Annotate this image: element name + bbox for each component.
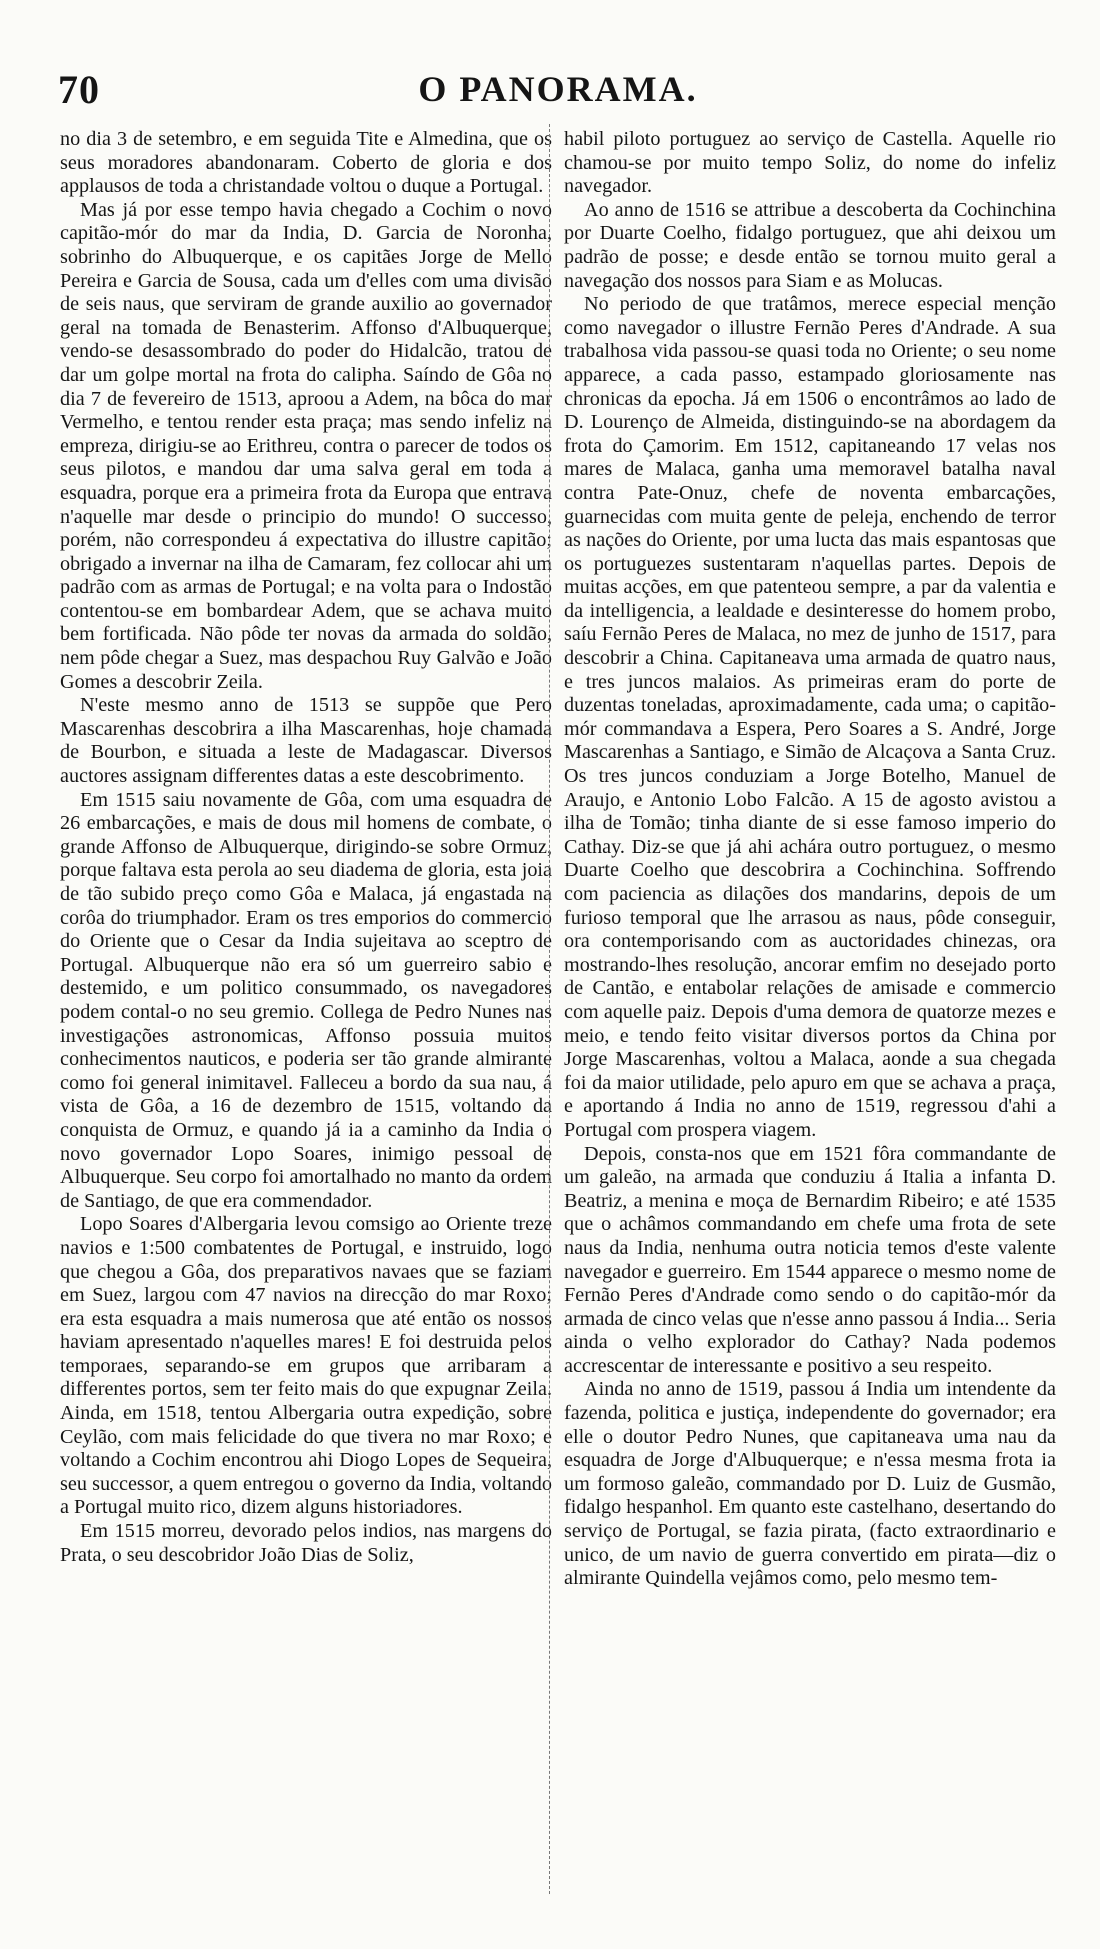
paragraph: Em 1515 morreu, devorado pelos indios, nas margens do Prata, o seu descobridor João Dias de Soliz, — [60, 1520, 552, 1566]
left-column — [60, 128, 552, 1567]
paragraph: No periodo de que tratâmos, merece especial menção como navegador o illustre Fernão Peres d'Andrade. A sua trabalhosa vida passou-se quasi toda no Oriente; o seu nome apparece, a cada passo, estampado gloriosamente nas chronicas da epocha. Já em 1506 o encontrâmos ao lado de D. Lourenço de Almeida, distinguindo-se na abordagem da frota do Çamorim. Em 1512, capitaneando 17 velas nos mares de Malaca, ganha uma memoravel batalha naval contra Pate-Onuz, chefe de noventa embarcações, guarnecidas com muita gente de peleja, enchendo de terror as nações do Oriente, por uma lucta das mais espantosas que os portuguezes sustentaram n'aquellas partes. Depois de muitas acções, em que patenteou sempre, a par da valentia e da intelligencia, a lealdade e desinteresse do homem probo, saíu Fernão Peres de Malaca, no mez de junho de 1517, para descobrir a China. Capitaneava uma armada de quatro naus, e tres juncos malaios. As primeiras eram do porte de duzentas toneladas, aproximadamente, cada uma; o capitão-mór commandava a Espera, Pero Soares a S. André, Jorge Mascarenhas a Santiago, e Simão de Alcaçova a Santa Cruz. Os tres juncos conduziam a Jorge Botelho, Manuel de Araujo, e Antonio Lobo Falcão. A 15 de agosto avistou a ilha de Tomão; tinha diante de si esse famoso imperio do Cathay. Diz-se que já ahi achára outro portuguez, o mesmo Duarte Coelho que descobrira a Cochinchina. Soffrendo com paciencia as dilações dos mandarins, depois de um furioso temporal que lhe arrasou as naus, pôde conseguir, ora contemporisando com as auctoridades chinezas, ora mostrando-lhes resolução, ancorar emfim no desejado porto de Cantão, e entabolar relações de amisade e commercio com aquelle paiz. Depois d'uma demora de quatorze mezes e meio, e tendo feito visitar diversos portos da China por Jorge Mascarenhas, voltou a Malaca, aonde a sua chegada foi da maior utilidade, pelo apuro em que se achava a praça, e aportando á India no anno de 1519, regressou d'ahi a Portugal com prospera viagem. — [564, 293, 1056, 1141]
right-column — [564, 128, 1056, 1591]
paragraph: habil piloto portuguez ao serviço de Castella. Aquelle rio chamou-se por muito tempo Soliz, do nome do infeliz navegador. — [564, 128, 1056, 198]
column-divider — [549, 124, 550, 1894]
page-header — [58, 64, 1058, 110]
paragraph: Ao anno de 1516 se attribue a descoberta da Cochinchina por Duarte Coelho, fidalgo portuguez, que ahi deixou um padrão de posse; e desde então se tornou muito geral a navegação dos nossos para Siam e as Molucas. — [564, 198, 1056, 292]
journal-title: O PANORAMA. — [418, 69, 698, 109]
paragraph: Mas já por esse tempo havia chegado a Cochim o novo capitão-mór do mar da India, D. Garcia de Noronha, sobrinho do Albuquerque, e os capitães Jorge de Mello Pereira e Garcia de Sousa, cada um d'elles com uma divisão de seis naus, que serviram de grande auxilio ao governador geral na tomada de Benasterim. Affonso d'Albuquerque, vendo-se desassombrado do poder do Hidalcão, tratou de dar um golpe mortal na frota do calipha. Saíndo de Gôa no dia 7 de fevereiro de 1513, aproou a Adem, na bôca do mar Vermelho, e tentou render esta praça; mas sendo infeliz na empreza, dirigiu-se ao Erithreu, contra o parecer de todos os seus pilotos, e mandou dar uma salva geral em toda a esquadra, porque era a primeira frota da Europa que entrava n'aquelle mar desde o principio do mundo! O successo, porém, não correspondeu á expectativa do illustre capitão; obrigado a invernar na ilha de Camaram, fez collocar ahi um padrão com as armas de Portugal; e na volta para o Indostão contentou-se em bombardear Adem, que se achava muito bem fortificada. Não pôde ter novas da armada do soldão, nem pôde chegar a Suez, mas despachou Ruy Galvão e João Gomes a descobrir Zeila. — [60, 198, 552, 693]
page-number: 70 — [58, 67, 100, 112]
paragraph: N'este mesmo anno de 1513 se suppõe que Pero Mascarenhas descobrira a ilha Mascarenhas, hoje chamada de Bourbon, e situada a leste de Madagascar. Diversos auctores assignam differentes datas a este descobrimento. — [60, 694, 552, 788]
paragraph: Depois, consta-nos que em 1521 fôra commandante de um galeão, na armada que conduziu á Italia a infanta D. Beatriz, a menina e moça de Bernardim Ribeiro; e até 1535 que o achâmos commandando em chefe uma frota de sete naus da India, nenhuma outra noticia temos d'este valente navegador e guerreiro. Em 1544 apparece o mesmo nome de Fernão Peres d'Andrade como sendo o do capitão-mór da armada de cinco velas que n'esse anno passou á India... Seria ainda o velho explorador do Cathay? Nada podemos accrescentar de interessante e positivo a seu respeito. — [564, 1142, 1056, 1377]
paragraph: Em 1515 saiu novamente de Gôa, com uma esquadra de 26 embarcações, e mais de dous mil homens de combate, o grande Affonso de Albuquerque, dirigindo-se sobre Ormuz, porque faltava esta perola ao seu diadema de gloria, esta joia de tão subido preço como Gôa e Malaca, já engastada na corôa do triumphador. Eram os tres emporios do commercio do Oriente que o Cesar da India sujeitava ao sceptro de Portugal. Albuquerque não era só um guerreiro sabio e destemido, e um politico consummado, os navegadores podem contal-o no seu gremio. Collega de Pedro Nunes nas investigações astronomicas, Affonso possuia muitos conhecimentos nauticos, e poderia ser tão grande almirante como foi general inimitavel. Falleceu a bordo da sua nau, á vista de Gôa, a 16 de dezembro de 1515, voltando da conquista de Ormuz, e quando já ia a caminho da India o novo governador Lopo Soares, inimigo pessoal de Albuquerque. Seu corpo foi amortalhado no manto da ordem de Santiago, de que era commendador. — [60, 788, 552, 1212]
paragraph: Lopo Soares d'Albergaria levou comsigo ao Oriente treze navios e 1:500 combatentes de Portugal, e instruido, logo que chegou a Gôa, dos preparativos navaes que se faziam em Suez, largou com 47 navios na direcção do mar Roxo; era esta esquadra a mais numerosa que até então os nossos haviam apresentado n'aquelles mares! E foi destruida pelos temporaes, separando-se em grupos que arribaram a differentes portos, sem ter feito mais do que expugnar Zeila. Ainda, em 1518, tentou Albergaria outra expedição, sobre Ceylão, com mais felicidade do que tivera no mar Roxo; e voltando a Cochim encontrou ahi Diogo Lopes de Sequeira, seu successor, a quem entregou o governo da India, voltando a Portugal muito rico, dizem alguns historiadores. — [60, 1213, 552, 1519]
paragraph: no dia 3 de setembro, e em seguida Tite e Almedina, que os seus moradores abandonaram. Coberto de gloria e dos applausos de toda a christandade voltou o duque a Portugal. — [60, 128, 552, 198]
paragraph: Ainda no anno de 1519, passou á India um intendente da fazenda, politica e justiça, independente do governador; era elle o doutor Pedro Nunes, que capitaneava uma nau da esquadra de Jorge d'Albuquerque; e n'essa mesma frota ia um formoso galeão, commandado por D. Luiz de Gusmão, fidalgo hespanhol. Em quanto este castelhano, desertando do serviço de Portugal, se fazia pirata, (facto extraordinario e unico, de um navio de guerra convertido em pirata—diz o almirante Quindella vejâmos como, pelo mesmo tem- — [564, 1378, 1056, 1590]
